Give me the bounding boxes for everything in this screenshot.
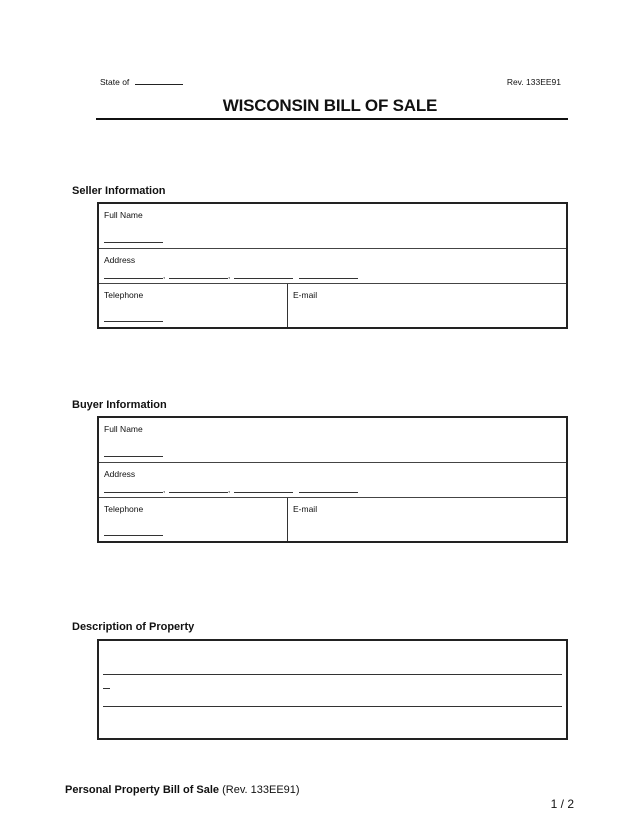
buyer-contact-row: [99, 498, 566, 541]
buyer-telephone-field[interactable]: [104, 535, 163, 536]
buyer-address-label: Address: [104, 469, 136, 479]
seller-address-fields: , ,: [104, 273, 358, 279]
buyer-city-field[interactable]: [169, 492, 228, 493]
seller-full-name-row: [99, 204, 566, 249]
footer-doc-label: [65, 784, 300, 796]
buyer-info-box: [97, 416, 568, 543]
buyer-address-row: [99, 463, 566, 498]
seller-contact-row: [99, 284, 566, 327]
buyer-section-title: Buyer Information: [72, 399, 167, 411]
buyer-street-field[interactable]: [104, 492, 163, 493]
buyer-email-label: E-mail: [293, 504, 318, 514]
buyer-full-name-row: [99, 418, 566, 463]
buyer-state-field[interactable]: [234, 492, 293, 493]
seller-zip-field[interactable]: [299, 278, 358, 279]
property-line-dash: [103, 688, 110, 689]
seller-info-box: [97, 202, 568, 329]
seller-city-field[interactable]: [169, 278, 228, 279]
seller-state-field[interactable]: [234, 278, 293, 279]
property-description-box[interactable]: [97, 639, 568, 740]
seller-section-title: Seller Information: [72, 185, 166, 197]
seller-email-cell[interactable]: [288, 284, 566, 327]
buyer-telephone-cell: [99, 498, 288, 541]
title-divider: [96, 118, 568, 120]
revision-label: Rev. 133EE91: [506, 77, 561, 87]
state-of-field: [100, 77, 183, 87]
seller-full-name-field[interactable]: [104, 242, 163, 243]
buyer-full-name-label: Full Name: [104, 424, 143, 434]
seller-street-field[interactable]: [104, 278, 163, 279]
buyer-full-name-field[interactable]: [104, 456, 163, 457]
buyer-address-fields: , ,: [104, 487, 358, 493]
buyer-email-cell[interactable]: [288, 498, 566, 541]
footer-doc-name: Personal Property Bill of Sale: [65, 784, 220, 796]
page-indicator: 1 / 2: [550, 797, 574, 811]
property-line-1[interactable]: [103, 674, 562, 675]
buyer-telephone-label: Telephone: [104, 504, 144, 514]
seller-full-name-label: Full Name: [104, 210, 143, 220]
state-of-label: State of: [100, 77, 130, 87]
seller-telephone-label: Telephone: [104, 290, 144, 300]
seller-telephone-cell: [99, 284, 288, 327]
page-title: WISCONSIN BILL OF SALE: [222, 96, 438, 115]
seller-email-label: E-mail: [293, 290, 318, 300]
property-line-2[interactable]: [103, 706, 562, 707]
footer-doc-revision: (Rev. 133EE91): [222, 784, 300, 796]
seller-address-row: [99, 249, 566, 284]
state-blank-line[interactable]: [135, 77, 183, 85]
buyer-zip-field[interactable]: [299, 492, 358, 493]
seller-telephone-field[interactable]: [104, 321, 163, 322]
property-section-title: Description of Property: [72, 621, 195, 633]
seller-address-label: Address: [104, 255, 136, 265]
